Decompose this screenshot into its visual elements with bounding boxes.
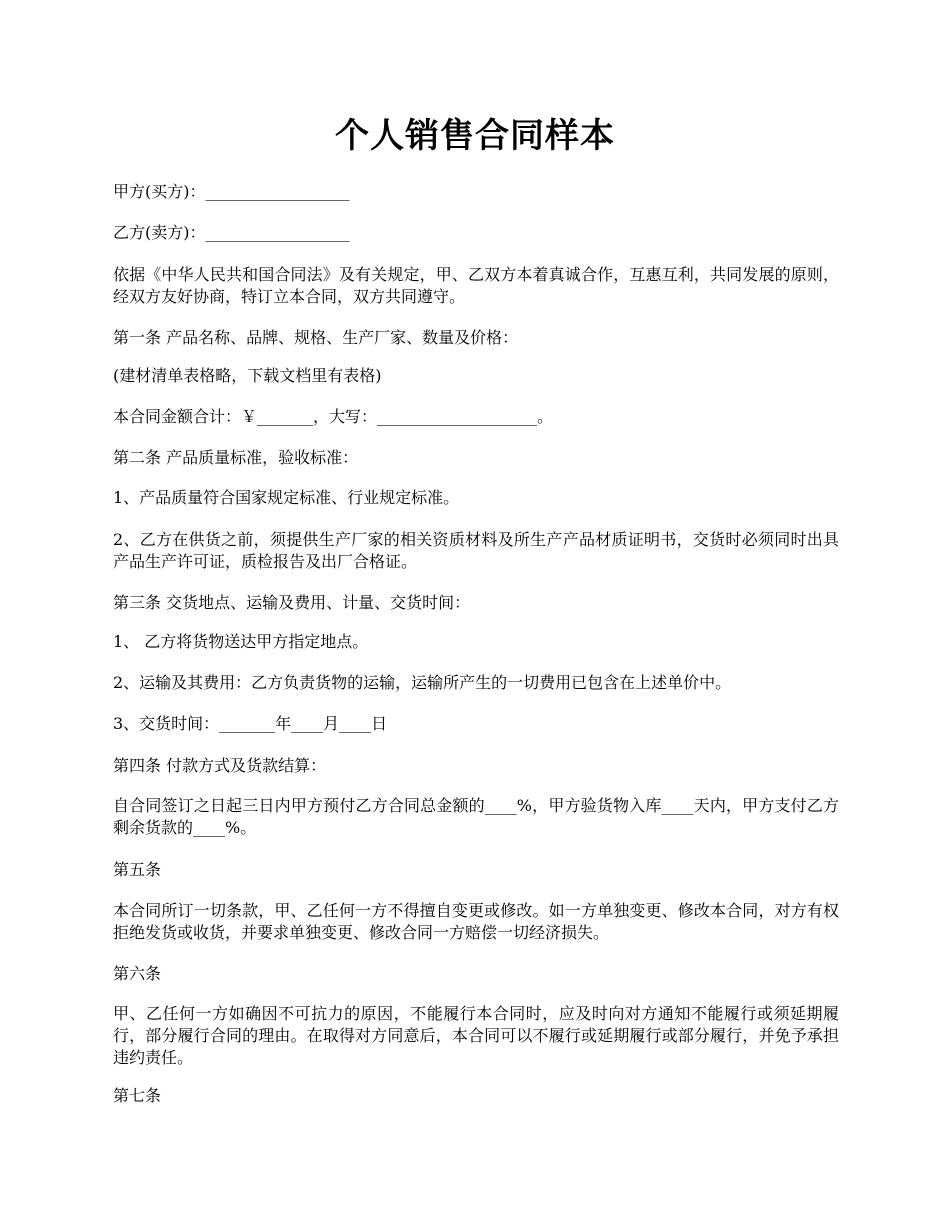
article-3-item-3: 3、交货时间：_______年____月____日 (113, 714, 388, 733)
document-title: 个人销售合同样本 (335, 116, 615, 156)
preamble-paragraph: 依据《中华人民共和国合同法》及有关规定，甲、乙双方本着真诚合作，互惠互利，共同发展的原则，经双方友好协商，特订立本合同，双方共同遵守。 (113, 265, 839, 306)
article-7-heading: 第七条 (113, 1086, 162, 1105)
article-5-body: 本合同所订一切条款，甲、乙任何一方不得擅自变更或修改。如一方单独变更、修改本合同，对方有权拒绝发货或收货，并要求单独变更、修改合同一方赔偿一切经济损失。 (113, 901, 839, 942)
article-4-heading: 第四条 付款方式及货款结算： (113, 756, 327, 775)
party-a-line: 甲方(买方)：__________________ (113, 182, 350, 201)
table-omitted-note: (建材清单表格略，下载文档里有表格) (113, 366, 382, 385)
article-5-heading: 第五条 (113, 860, 162, 879)
article-3-heading: 第三条 交货地点、运输及费用、计量、交货时间： (113, 593, 471, 612)
article-3-item-2: 2、运输及其费用：乙方负责货物的运输，运输所产生的一切费用已包含在上述单价中。 (113, 673, 732, 692)
article-6-body: 甲、乙任何一方如确因不可抗力的原因，不能履行本合同时，应及时向对方通知不能履行或须延期履行，部分履行合同的理由。在取得对方同意后，本合同可以不履行或延期履行或部分履行，并免予承担违约责任。 (113, 1004, 839, 1067)
article-2-heading: 第二条 产品质量标准，验收标准： (113, 448, 359, 467)
article-1-heading: 第一条 产品名称、品牌、规格、生产厂家、数量及价格： (113, 328, 519, 347)
article-2-item-2: 2、乙方在供货之前，须提供生产厂家的相关资质材料及所生产产品材质证明书，交货时必须同时出具产品生产许可证，质检报告及出厂合格证。 (113, 530, 839, 571)
article-4-body: 自合同签订之日起三日内甲方预付乙方合同总金额的____%，甲方验货物入库____天内，甲方支付乙方剩余货款的____%。 (113, 796, 839, 837)
article-2-item-1: 1、产品质量符合国家规定标准、行业规定标准。 (113, 488, 460, 507)
article-6-heading: 第六条 (113, 964, 162, 983)
party-b-line: 乙方(卖方)：__________________ (113, 223, 350, 242)
article-3-item-1: 1、 乙方将货物送达甲方指定地点。 (113, 632, 369, 651)
contract-amount-line: 本合同金额合计：￥_______，大写：____________________。 (113, 407, 554, 426)
